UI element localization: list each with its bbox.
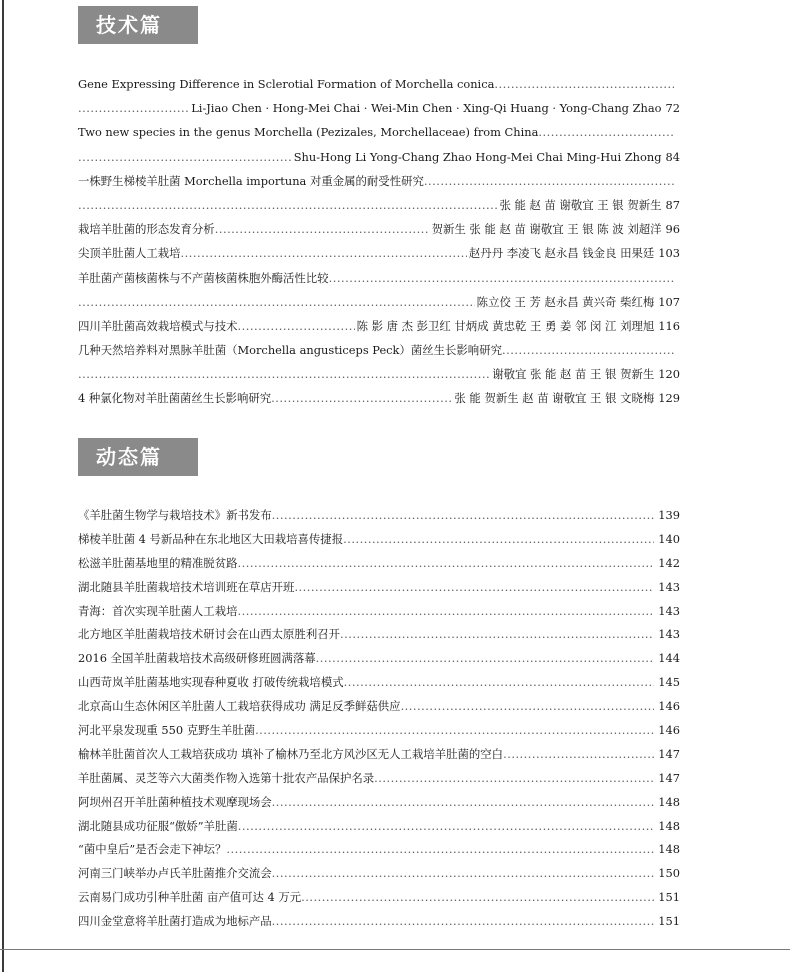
leader-dots — [272, 910, 654, 934]
toc-entry-title: 一株野生梯棱羊肚菌 Morchella importuna 对重金属的耐受性研究 — [78, 173, 424, 188]
toc-entry-authors: 陈立佼 王 芳 赵永昌 黄兴奇 柴红梅 — [476, 294, 655, 309]
toc-entry-page: 148 — [658, 794, 680, 809]
toc-entry — [78, 241, 680, 265]
toc-entry — [78, 552, 680, 576]
toc-entry-title: 北京高山生态休闲区羊肚菌人工栽培获得成功 满足反季鲜菇供应 — [78, 699, 401, 714]
toc-entry-title: 湖北随县羊肚菌栽培技术培训班在草店开班 — [78, 579, 295, 594]
leader-dots — [78, 145, 292, 169]
tech-toc-list — [78, 72, 680, 411]
toc-entry-title: “菌中皇后”是否会走下神坛？ — [78, 842, 227, 857]
toc-entry-title: 湖北随县成功征服“傲娇”羊肚菌 — [78, 818, 238, 833]
leader-dots — [316, 647, 654, 671]
toc-entry-page: 129 — [658, 391, 680, 406]
toc-entry-page: 84 — [665, 149, 680, 164]
toc-entry — [78, 647, 680, 671]
toc-entry — [78, 120, 680, 144]
toc-entry-authors: 赵丹丹 李凌飞 赵永昌 钱金良 田果廷 — [468, 246, 655, 261]
toc-entry-page: 150 — [658, 866, 680, 881]
leader-dots — [238, 815, 654, 839]
toc-entry — [78, 290, 680, 314]
toc-entry — [78, 671, 680, 695]
toc-entry-title: 四川羊肚菌高效栽培模式与技术 — [78, 318, 238, 333]
toc-entry-title: 四川金堂意将羊肚菌打造成为地标产品 — [78, 914, 272, 929]
toc-entry-page: 143 — [658, 627, 680, 642]
toc-entry — [78, 72, 680, 96]
toc-entry — [78, 910, 680, 934]
toc-entry-authors: Shu-Hong Li Yong-Chang Zhao Hong-Mei Chai Ming-Hui Zhong — [293, 149, 662, 164]
leader-dots — [237, 552, 654, 576]
toc-entry — [78, 362, 680, 386]
toc-entry-title: 河南三门峡举办卢氏羊肚菌推介交流会 — [78, 866, 272, 881]
toc-entry-title: 梯棱羊肚菌 4 号新品种在东北地区大田栽培喜传捷报 — [78, 531, 344, 546]
toc-entry-title: Gene Expressing Difference in Sclerotial Formation of Morchella conica — [78, 77, 495, 91]
section-header-news: 动态篇 — [78, 438, 198, 476]
leader-dots — [294, 576, 654, 600]
toc-entry — [78, 719, 680, 743]
leader-dots — [329, 266, 674, 290]
leader-dots — [215, 217, 430, 241]
bottom-border — [0, 949, 790, 950]
toc-entry — [78, 338, 680, 362]
toc-entry — [78, 767, 680, 791]
left-border — [2, 0, 4, 972]
toc-entry-title: 北方地区羊肚菌栽培技术研讨会在山西太原胜利召开 — [78, 627, 340, 642]
toc-entry — [78, 193, 680, 217]
news-toc-list — [78, 504, 680, 934]
toc-entry-page: 96 — [665, 222, 680, 237]
leader-dots — [272, 504, 654, 528]
toc-entry — [78, 145, 680, 169]
toc-entry — [78, 314, 680, 338]
leader-dots — [237, 314, 354, 338]
toc-entry — [78, 217, 680, 241]
toc-entry-page: 120 — [658, 367, 680, 382]
leader-dots — [272, 862, 654, 886]
toc-entry-page: 139 — [658, 508, 680, 522]
toc-entry-title: 羊肚菌属、灵芝等六大菌类作物入选第十批农产品保护名录 — [78, 770, 375, 785]
leader-dots — [424, 169, 674, 193]
toc-entry-title: 山西苛岚羊肚菌基地实现春种夏收 打破传统栽培模式 — [78, 675, 344, 690]
toc-entry — [78, 386, 680, 410]
toc-entry-page: 148 — [658, 842, 680, 857]
leader-dots — [401, 695, 654, 719]
leader-dots — [237, 600, 654, 624]
toc-entry-page: 140 — [658, 531, 680, 546]
leader-dots — [271, 386, 452, 410]
toc-entry-title: 2016 全国羊肚菌栽培技术高级研修班圆满落幕 — [78, 651, 316, 666]
toc-entry-page: 72 — [665, 101, 680, 116]
leader-dots — [78, 362, 490, 386]
toc-entry — [78, 862, 680, 886]
toc-entry — [78, 815, 680, 839]
leader-dots — [343, 528, 654, 552]
leader-dots — [226, 838, 654, 862]
toc-entry — [78, 600, 680, 624]
leader-dots — [340, 623, 654, 647]
leader-dots — [503, 743, 654, 767]
leader-dots — [272, 791, 654, 815]
toc-entry-page: 146 — [658, 723, 680, 738]
leader-dots — [181, 241, 467, 265]
toc-entry-title: 阿坝州召开羊肚菌种植技术观摩现场会 — [78, 794, 272, 809]
toc-entry-page: 142 — [658, 555, 680, 570]
toc-entry — [78, 886, 680, 910]
toc-entry — [78, 266, 680, 290]
leader-dots — [78, 193, 497, 217]
toc-entry-title: 榆林羊肚菌首次人工栽培获成功 填补了榆林乃至北方风沙区无人工栽培羊肚菌的空白 — [78, 746, 504, 761]
toc-entry-page: 107 — [658, 294, 680, 309]
toc-entry-authors: 谢敬宜 张 能 赵 苗 王 银 贺新生 — [492, 367, 655, 382]
toc-entry-authors: 张 能 贺新生 赵 苗 谢敬宜 王 银 文晓梅 — [454, 391, 655, 406]
toc-entry-authors: 陈 影 唐 杰 彭卫红 甘炳成 黄忠乾 王 勇 姜 邻 闵 江 刘理旭 — [356, 318, 655, 333]
toc-entry-page: 145 — [658, 675, 680, 690]
toc-entry-page: 146 — [658, 699, 680, 714]
leader-dots — [374, 767, 654, 791]
toc-entry-authors: 张 能 赵 苗 谢敬宜 王 银 贺新生 — [499, 197, 662, 212]
toc-entry-page: 143 — [658, 603, 680, 618]
toc-entry-title: 尖顶羊肚菌人工栽培 — [78, 246, 181, 261]
toc-entry — [78, 743, 680, 767]
toc-entry-title: 羊肚菌产菌核菌株与不产菌核菌株胞外酶活性比较 — [78, 270, 329, 285]
toc-entry-title: 几种天然培养料对黑脉羊肚菌（Morchella angusticeps Peck）菌丝生长影响研究 — [78, 343, 502, 358]
toc-entry-page: 147 — [658, 746, 680, 761]
toc-entry-title: Two new species in the genus Morchella (Pezizales, Morchellaceae) from China — [78, 125, 539, 140]
leader-dots — [78, 290, 475, 314]
toc-entry-page: 143 — [658, 579, 680, 594]
toc-entry-title: 栽培羊肚菌的形态发育分析 — [78, 222, 215, 237]
toc-entry-title: 松滋羊肚菌基地里的精准脱贫路 — [78, 555, 238, 570]
leader-dots — [502, 338, 674, 362]
toc-entry-title: 云南易门成功引种羊肚菌 亩产值可达 4 万元 — [78, 890, 302, 905]
toc-entry-title: 4 种氯化物对羊肚菌菌丝生长影响研究 — [78, 391, 272, 406]
toc-entry — [78, 695, 680, 719]
toc-entry-page: 103 — [658, 246, 680, 261]
toc-entry — [78, 576, 680, 600]
toc-entry-page: 151 — [658, 890, 680, 905]
leader-dots — [344, 671, 654, 695]
toc-entry-title: 青海：首次实现羊肚菌人工栽培 — [78, 603, 238, 618]
toc-entry — [78, 96, 680, 120]
toc-entry-page: 144 — [658, 651, 680, 666]
toc-entry-page: 151 — [658, 914, 680, 929]
toc-entry-page: 147 — [658, 770, 680, 785]
leader-dots — [78, 96, 189, 120]
toc-entry-title: 河北平泉发现重 550 克野生羊肚菌 — [78, 723, 256, 738]
toc-entry-authors: 贺新生 张 能 赵 苗 谢敬宜 王 银 陈 波 刘超洋 — [431, 222, 662, 237]
toc-entry — [78, 838, 680, 862]
toc-entry — [78, 504, 680, 528]
leader-dots — [301, 886, 654, 910]
toc-entry-page: 87 — [665, 197, 680, 212]
toc-entry — [78, 623, 680, 647]
toc-entry-title: 《羊肚菌生物学与栽培技术》新书发布 — [78, 508, 272, 522]
toc-entry — [78, 528, 680, 552]
toc-entry-page: 148 — [658, 818, 680, 833]
section-header-tech: 技术篇 — [78, 6, 198, 44]
toc-entry-page: 116 — [658, 318, 680, 333]
leader-dots — [538, 120, 674, 144]
leader-dots — [255, 719, 654, 743]
toc-entry — [78, 169, 680, 193]
toc-entry — [78, 791, 680, 815]
leader-dots — [494, 72, 674, 96]
toc-entry-authors: Li-Jiao Chen · Hong-Mei Chai · Wei-Min Chen · Xing-Qi Huang · Yong-Chang Zhao — [191, 101, 662, 116]
